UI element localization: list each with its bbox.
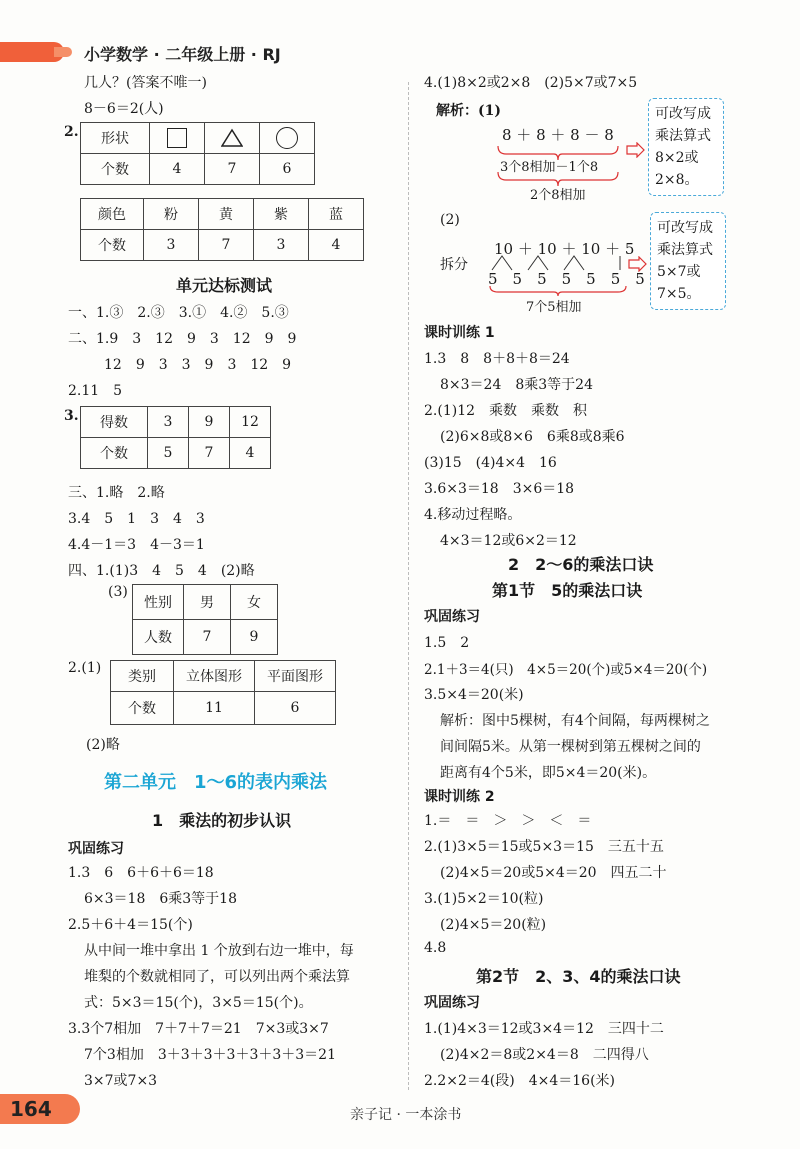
note1-line: 8×2或 bbox=[655, 150, 699, 166]
unit-test-6: 4.4－1＝3 4－3＝1 bbox=[68, 537, 205, 553]
type-count-label: 个数 bbox=[111, 692, 174, 725]
q2-number: 2. bbox=[64, 124, 79, 140]
column-divider bbox=[408, 82, 409, 1090]
practice-heading-right: 巩固练习 bbox=[424, 609, 480, 625]
type-solid: 立体图形 bbox=[174, 661, 255, 692]
score-count-cell: 7 bbox=[189, 438, 230, 469]
lesson1-line-8: 4×3＝12或6×2＝12 bbox=[440, 533, 577, 549]
score-cell: 12 bbox=[230, 407, 271, 438]
note2-line: 可改写成 bbox=[657, 220, 713, 236]
practice-7: 3.3个7相加 7＋7＋7＝21 7×3或3×7 bbox=[68, 1021, 329, 1037]
brace2-label: 7个5相加 bbox=[526, 300, 582, 315]
arrow-right-icon bbox=[626, 142, 646, 158]
score-count-cell: 5 bbox=[148, 438, 189, 469]
note-box-2 bbox=[650, 212, 726, 310]
shape-row-label: 形状 bbox=[81, 123, 150, 154]
type-table bbox=[110, 660, 336, 725]
brace1-outer: 2个8相加 bbox=[530, 188, 586, 203]
practice-r-2: 2.1＋3＝4(只) 4×5＝20(个)或5×4＝20(个) bbox=[424, 662, 708, 678]
count-triangle: 7 bbox=[205, 154, 260, 185]
practice-heading: 巩固练习 bbox=[68, 841, 124, 857]
score-count-label: 个数 bbox=[81, 438, 148, 469]
left-line-1: 几人？(答案不唯一) bbox=[84, 75, 207, 91]
unit-test-7: 四、1.(1)3 4 5 4 (2)略 bbox=[68, 563, 255, 579]
lesson1-line-3: 2.(1)12 乘数 乘数 积 bbox=[424, 403, 588, 419]
practice-9: 3×7或7×3 bbox=[84, 1073, 158, 1089]
unit-test-title: 单元达标测试 bbox=[176, 276, 273, 295]
brace1-inner: 3个8相加－1个8 bbox=[500, 160, 599, 175]
color-blue: 蓝 bbox=[309, 199, 364, 230]
header-title: 小学数学 · 二年级上册 · RJ bbox=[84, 45, 281, 64]
analysis-2-label: (2) bbox=[440, 212, 460, 228]
practice-r-3: 3.5×4＝20(米) bbox=[424, 687, 524, 703]
unit-test-5: 3.4 5 1 3 4 3 bbox=[68, 511, 205, 527]
practice-r-5: 间间隔5米。从第一棵树到第五棵树之间的 bbox=[440, 739, 701, 755]
people-female: 9 bbox=[231, 620, 278, 655]
note1-line: 可改写成 bbox=[655, 106, 711, 122]
unit-test-1: 一、1.③ 2.③ 3.① 4.② 5.③ bbox=[68, 305, 289, 321]
header-bar-accent bbox=[54, 47, 72, 57]
practice-heading-right-2: 巩固练习 bbox=[424, 995, 480, 1011]
practice-5: 堆梨的个数就相同了，可以列出两个乘法算 bbox=[84, 969, 350, 985]
color-count-pink: 3 bbox=[144, 230, 199, 261]
people-label: 人数 bbox=[133, 620, 184, 655]
unit-test-4: 三、1.略 2.略 bbox=[68, 485, 165, 501]
color-purple: 紫 bbox=[254, 199, 309, 230]
type-plane: 平面图形 bbox=[255, 661, 336, 692]
color-count-yellow: 7 bbox=[199, 230, 254, 261]
lesson1-line-7: 4.移动过程略。 bbox=[424, 507, 522, 523]
practice2-line-1: 1.(1)4×3＝12或3×4＝12 三四十二 bbox=[424, 1021, 664, 1037]
lesson1-line-5: (3)15 (4)4×4 16 bbox=[424, 455, 557, 471]
score-cell: 9 bbox=[189, 407, 230, 438]
lesson2-line-5: (2)4×5＝20(粒) bbox=[440, 917, 547, 933]
split-label: 拆分 bbox=[440, 257, 468, 273]
section2-part2-title: 第2节 2、3、4的乘法口诀 bbox=[476, 967, 681, 986]
left-line-2: 8－6＝2(人) bbox=[84, 101, 164, 117]
note2-line: 乘法算式 bbox=[657, 242, 713, 258]
q3-number: 3. bbox=[64, 408, 79, 424]
square-shape bbox=[150, 123, 205, 154]
practice2-line-2: (2)4×2＝8或2×4＝8 二四得八 bbox=[440, 1047, 649, 1063]
unit-test-2a: 二、1.9 3 12 9 3 12 9 9 bbox=[68, 331, 297, 347]
lesson2-line-4: 3.(1)5×2＝10(粒) bbox=[424, 891, 544, 907]
lesson2-line-3: (2)4×5＝20或5×4＝20 四五二十 bbox=[440, 865, 667, 881]
practice-4: 从中间一堆中拿出 1 个放到右边一堆中，每 bbox=[84, 943, 354, 959]
unit-test-8: (2)略 bbox=[86, 737, 120, 753]
q5-label: 2.(1) bbox=[68, 660, 102, 676]
count-square: 4 bbox=[150, 154, 205, 185]
right-line-1: 4.(1)8×2或2×8 (2)5×7或7×5 bbox=[424, 75, 638, 91]
lesson2-line-1: 1.＝ ＝ ＞ ＞ ＜ ＝ bbox=[424, 813, 592, 829]
color-header: 颜色 bbox=[81, 199, 144, 230]
lesson-training-1: 课时训练 1 bbox=[424, 325, 495, 341]
count-circle: 6 bbox=[260, 154, 315, 185]
lesson1-line-1: 1.3 8 8＋8＋8＝24 bbox=[424, 351, 570, 367]
section2-part1-title: 第1节 5的乘法口诀 bbox=[492, 581, 643, 600]
color-count-label: 个数 bbox=[81, 230, 144, 261]
practice-2: 6×3＝18 6乘3等于18 bbox=[84, 891, 237, 907]
note2-line: 7×5。 bbox=[657, 286, 701, 302]
score-count-cell: 4 bbox=[230, 438, 271, 469]
lesson2-line-6: 4.8 bbox=[424, 940, 447, 956]
color-pink: 粉 bbox=[144, 199, 199, 230]
lesson-training-2: 课时训练 2 bbox=[424, 789, 495, 805]
type-count-solid: 11 bbox=[174, 692, 255, 725]
lesson1-line-4: (2)6×8或8×6 6乘8或8乘6 bbox=[440, 429, 625, 445]
q4-label: (3) bbox=[108, 584, 128, 600]
type-count-plane: 6 bbox=[255, 692, 336, 725]
gender-label: 性别 bbox=[133, 585, 184, 620]
lesson1-line-2: 8×3＝24 8乘3等于24 bbox=[440, 377, 593, 393]
color-yellow: 黄 bbox=[199, 199, 254, 230]
analysis-1-label: 解析：(1) bbox=[436, 103, 501, 119]
expression-2-top: 10 ＋ 10 ＋ 10 ＋ 5 bbox=[494, 240, 635, 258]
practice-1: 1.3 6 6＋6＋6＝18 bbox=[68, 865, 214, 881]
practice2-line-3: 2.2×2＝4(段) 4×4＝16(米) bbox=[424, 1073, 616, 1089]
note1-line: 2×8。 bbox=[655, 172, 699, 188]
lesson1-line-6: 3.6×3＝18 3×6＝18 bbox=[424, 481, 575, 497]
practice-8: 7个3相加 3＋3＋3＋3＋3＋3＋3＝21 bbox=[84, 1047, 336, 1063]
section2-title: 2 2～6的乘法口诀 bbox=[508, 555, 654, 574]
color-table bbox=[80, 198, 364, 261]
note1-line: 乘法算式 bbox=[655, 128, 711, 144]
lesson2-line-2: 2.(1)3×5＝15或5×3＝15 三五十五 bbox=[424, 839, 664, 855]
practice-3: 2.5＋6＋4＝15(个) bbox=[68, 917, 193, 933]
triangle-shape bbox=[205, 123, 260, 154]
gender-female: 女 bbox=[231, 585, 278, 620]
people-male: 7 bbox=[184, 620, 231, 655]
score-label: 得数 bbox=[81, 407, 148, 438]
note2-line: 5×7或 bbox=[657, 264, 701, 280]
practice-r-6: 距离有4个5米，即5×4＝20(米)。 bbox=[440, 765, 657, 781]
practice-6: 式：5×3＝15(个)，3×5＝15(个)。 bbox=[84, 995, 313, 1011]
expression-1: 8 ＋ 8 ＋ 8 － 8 bbox=[502, 126, 614, 144]
unit-test-3: 2.11 5 bbox=[68, 383, 123, 399]
color-count-blue: 4 bbox=[309, 230, 364, 261]
expression-2-bottom: 5 5 5 5 5 5 5 bbox=[488, 270, 645, 288]
shape-table bbox=[80, 122, 315, 185]
type-label: 类别 bbox=[111, 661, 174, 692]
color-count-purple: 3 bbox=[254, 230, 309, 261]
circle-shape bbox=[260, 123, 315, 154]
note-box-1 bbox=[648, 98, 724, 196]
gender-male: 男 bbox=[184, 585, 231, 620]
unit2-title: 第二单元 1～6的表内乘法 bbox=[104, 772, 328, 793]
gender-table bbox=[132, 584, 278, 655]
page-number: 164 bbox=[10, 1097, 52, 1121]
practice-r-4: 解析：图中5棵树，有4个间隔，每两棵树之 bbox=[440, 713, 710, 729]
footer-brand: 亲子记 · 一本涂书 bbox=[350, 1107, 462, 1123]
unit-test-2b: 12 9 3 3 9 3 12 9 bbox=[104, 357, 292, 373]
score-table bbox=[80, 406, 271, 469]
arrow-right-icon bbox=[628, 256, 648, 272]
brace-diagram-2 bbox=[488, 284, 628, 296]
practice-r-1: 1.5 2 bbox=[424, 635, 470, 651]
section1-title: 1 乘法的初步认识 bbox=[152, 811, 292, 830]
score-cell: 3 bbox=[148, 407, 189, 438]
count-row-label: 个数 bbox=[81, 154, 150, 185]
